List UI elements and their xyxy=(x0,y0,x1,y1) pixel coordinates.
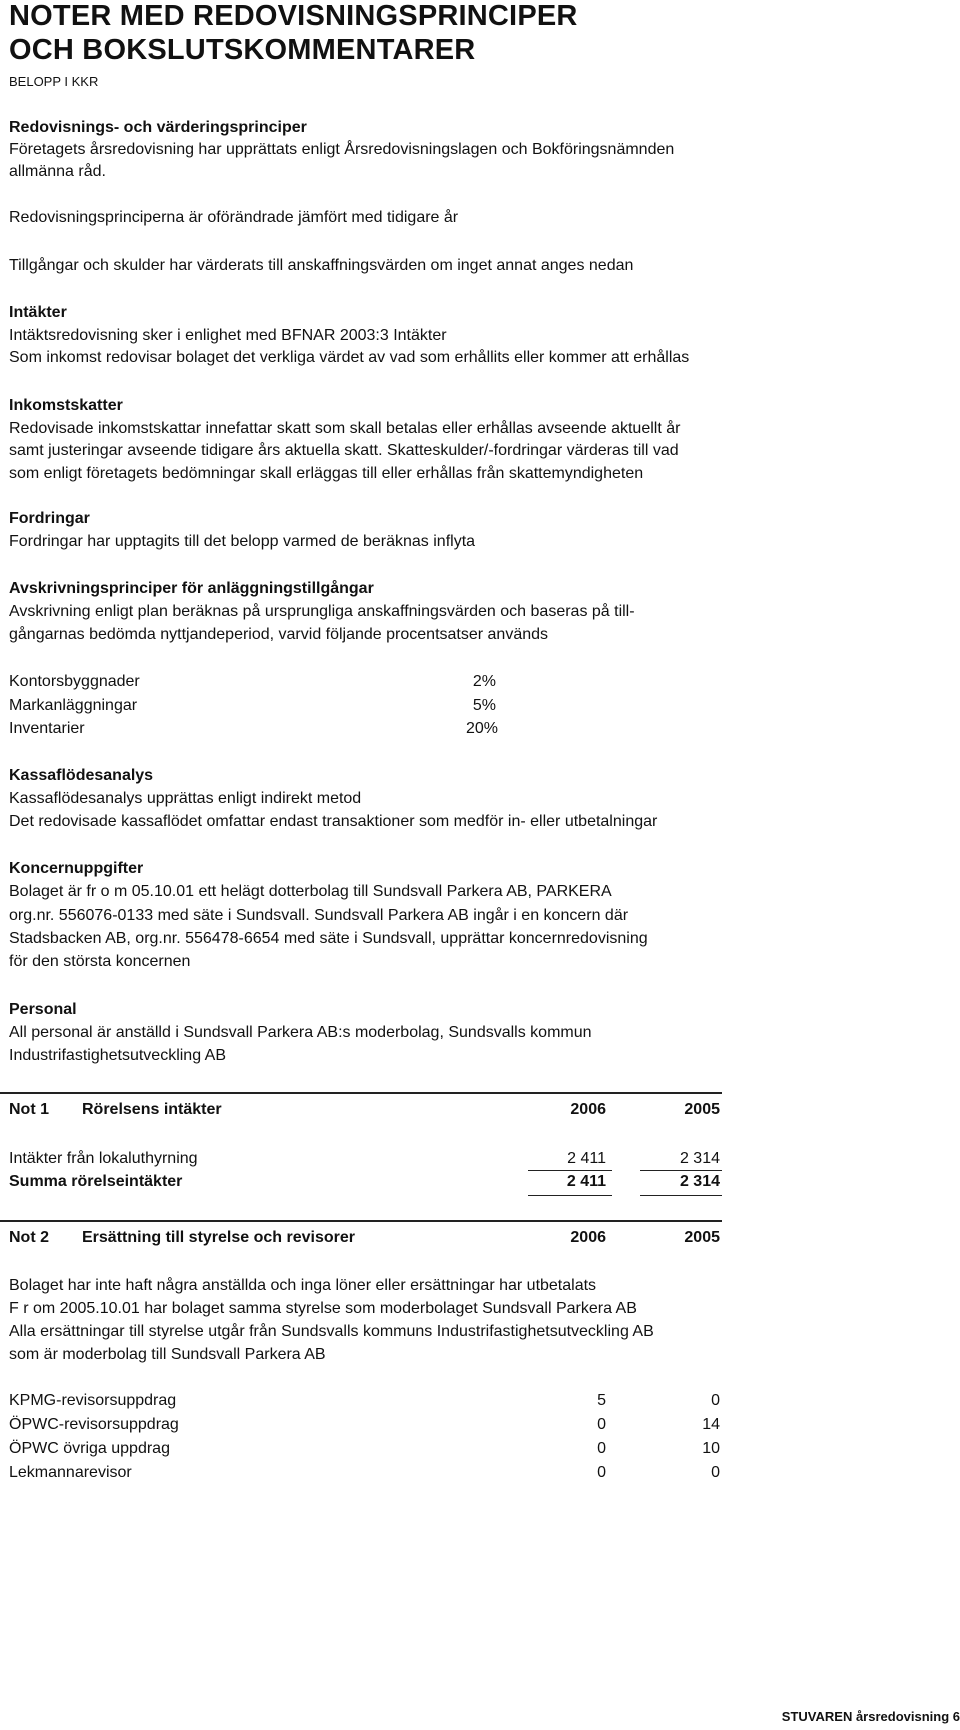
not2-line4: som är moderbolag till Sundsvall Parkera AB xyxy=(9,1346,326,1363)
not2-col-2005: 2005 xyxy=(684,1229,720,1246)
koncern-heading: Koncernuppgifter xyxy=(9,860,144,877)
not2-row-kpmg-2005: 0 xyxy=(711,1392,720,1409)
principles-line1: Företagets årsredovisning har upprättats enligt Årsredovisningslagen och Bokföringsnämnden xyxy=(9,141,675,158)
rate-value-markanlaggningar: 5% xyxy=(472,697,496,714)
not1-total-2005: 2 314 xyxy=(679,1173,720,1190)
not2-line1: Bolaget har inte haft några anställda och inga löner eller ersättningar har utbetalats xyxy=(9,1277,597,1294)
principles-heading: Redovisnings- och värderingsprinciper xyxy=(9,119,307,136)
not1-col-2006: 2006 xyxy=(570,1101,606,1118)
not2-row-label-opwc-ovriga: ÖPWC övriga uppdrag xyxy=(9,1440,170,1457)
not2-row-lekmannarevisor-2006: 0 xyxy=(597,1464,606,1481)
fordringar-line1: Fordringar har upptagits till det belopp varmed de beräknas inflyta xyxy=(9,533,476,550)
not2-row-label-lekmannarevisor: Lekmannarevisor xyxy=(9,1464,132,1481)
principles-line4: Tillgångar och skulder har värderats till anskaffningsvärden om inget annat anges nedan xyxy=(9,257,634,274)
koncern-line4: för den största koncernen xyxy=(9,953,191,970)
not2-line3: Alla ersättningar till styrelse utgår från Sundsvalls kommuns Industrifastighetsutveckling AB xyxy=(9,1323,654,1340)
not1-total-rule-2006 xyxy=(528,1195,612,1196)
not2-title: Ersättning till styrelse och revisorer xyxy=(82,1229,355,1246)
not1-top-rule xyxy=(0,1092,722,1094)
personal-line1: All personal är anställd i Sundsvall Parkera AB:s moderbolag, Sundsvalls kommun xyxy=(9,1024,592,1041)
not1-sum-rule-2006 xyxy=(528,1170,612,1171)
personal-line2: Industrifastighetsutveckling AB xyxy=(9,1047,227,1064)
not1-title: Rörelsens intäkter xyxy=(82,1101,222,1118)
fordringar-heading: Fordringar xyxy=(9,510,90,527)
kassaflode-line2: Det redovisade kassaflödet omfattar endast transaktioner som medför in- eller utbetalningar xyxy=(9,813,658,830)
not2-row-label-opwc-revisor: ÖPWC-revisorsuppdrag xyxy=(9,1416,179,1433)
personal-heading: Personal xyxy=(9,1001,77,1018)
koncern-line1: Bolaget är fr o m 05.10.01 ett helägt dotterbolag till Sundsvall Parkera AB, PARKERA xyxy=(9,883,612,900)
not1-row-2006: 2 411 xyxy=(567,1150,606,1167)
not1-row-label: Intäkter från lokaluthyrning xyxy=(9,1150,198,1167)
intakter-heading: Intäkter xyxy=(9,304,67,321)
rate-label-markanlaggningar: Markanläggningar xyxy=(9,697,138,714)
koncern-line2: org.nr. 556076-0133 med säte i Sundsvall. Sundsvall Parkera AB ingår i en koncern där xyxy=(9,907,629,924)
intakter-line1: Intäktsredovisning sker i enlighet med BFNAR 2003:3 Intäkter xyxy=(9,327,447,344)
avskrivning-line2: gångarnas bedömda nyttjandeperiod, varvid följande procentsatser används xyxy=(9,626,549,643)
not2-col-2006: 2006 xyxy=(570,1229,606,1246)
rate-value-kontorsbyggnader: 2% xyxy=(472,673,496,690)
not2-number: Not 2 xyxy=(9,1229,49,1246)
not2-row-opwc-ovriga-2006: 0 xyxy=(597,1440,606,1457)
skatter-line1: Redovisade inkomstskattar innefattar skatt som skall betalas eller erhållas avseende aktuellt år xyxy=(9,420,681,437)
principles-line2: allmänna råd. xyxy=(9,163,106,180)
skatter-heading: Inkomstskatter xyxy=(9,397,123,414)
not1-col-2005: 2005 xyxy=(684,1101,720,1118)
rate-label-inventarier: Inventarier xyxy=(9,720,85,737)
not2-row-kpmg-2006: 5 xyxy=(597,1392,606,1409)
currency-unit: BELOPP I KKR xyxy=(9,74,99,89)
intakter-line2: Som inkomst redovisar bolaget det verkliga värdet av vad som erhållits eller kommer att erhållas xyxy=(9,349,690,366)
not2-row-lekmannarevisor-2005: 0 xyxy=(711,1464,720,1481)
not2-row-opwc-revisor-2006: 0 xyxy=(597,1416,606,1433)
avskrivning-heading: Avskrivningsprinciper för anläggningstillgångar xyxy=(9,580,374,597)
not2-line2: F r om 2005.10.01 har bolaget samma styrelse som moderbolaget Sundsvall Parkera AB xyxy=(9,1300,637,1317)
page-title-line2: OCH BOKSLUTSKOMMENTARER xyxy=(9,34,476,66)
skatter-line2: samt justeringar avseende tidigare års aktuella skatt. Skatteskulder/-fordringar värderas till vad xyxy=(9,442,679,459)
not2-top-rule xyxy=(0,1220,722,1222)
kassaflode-heading: Kassaflödesanalys xyxy=(9,767,154,784)
avskrivning-line1: Avskrivning enligt plan beräknas på ursprungliga anskaffningsvärden och baseras på till- xyxy=(9,603,635,620)
not2-row-opwc-ovriga-2005: 10 xyxy=(702,1440,720,1457)
koncern-line3: Stadsbacken AB, org.nr. 556478-6654 med säte i Sundsvall, upprättar koncernredovisning xyxy=(9,930,648,947)
page-title-line1: NOTER MED REDOVISNINGSPRINCIPER xyxy=(9,0,578,32)
not2-row-label-kpmg: KPMG-revisorsuppdrag xyxy=(9,1392,177,1409)
not2-row-opwc-revisor-2005: 14 xyxy=(702,1416,720,1433)
not1-number: Not 1 xyxy=(9,1101,49,1118)
not1-sum-rule-2005 xyxy=(640,1170,722,1171)
not1-row-2005: 2 314 xyxy=(679,1150,720,1167)
not1-total-rule-2005 xyxy=(640,1195,722,1196)
not1-total-label: Summa rörelseintäkter xyxy=(9,1173,183,1190)
page-footer: STUVAREN årsredovisning 6 xyxy=(781,1709,960,1724)
principles-line3: Redovisningsprinciperna är oförändrade jämfört med tidigare år xyxy=(9,209,459,226)
skatter-line3: som enligt företagets bedömningar skall erläggas till eller erhållas från skattemyndigheten xyxy=(9,465,644,482)
rate-label-kontorsbyggnader: Kontorsbyggnader xyxy=(9,673,140,690)
not1-total-2006: 2 411 xyxy=(566,1173,606,1190)
kassaflode-line1: Kassaflödesanalys upprättas enligt indirekt metod xyxy=(9,790,362,807)
rate-value-inventarier: 20% xyxy=(465,720,498,737)
